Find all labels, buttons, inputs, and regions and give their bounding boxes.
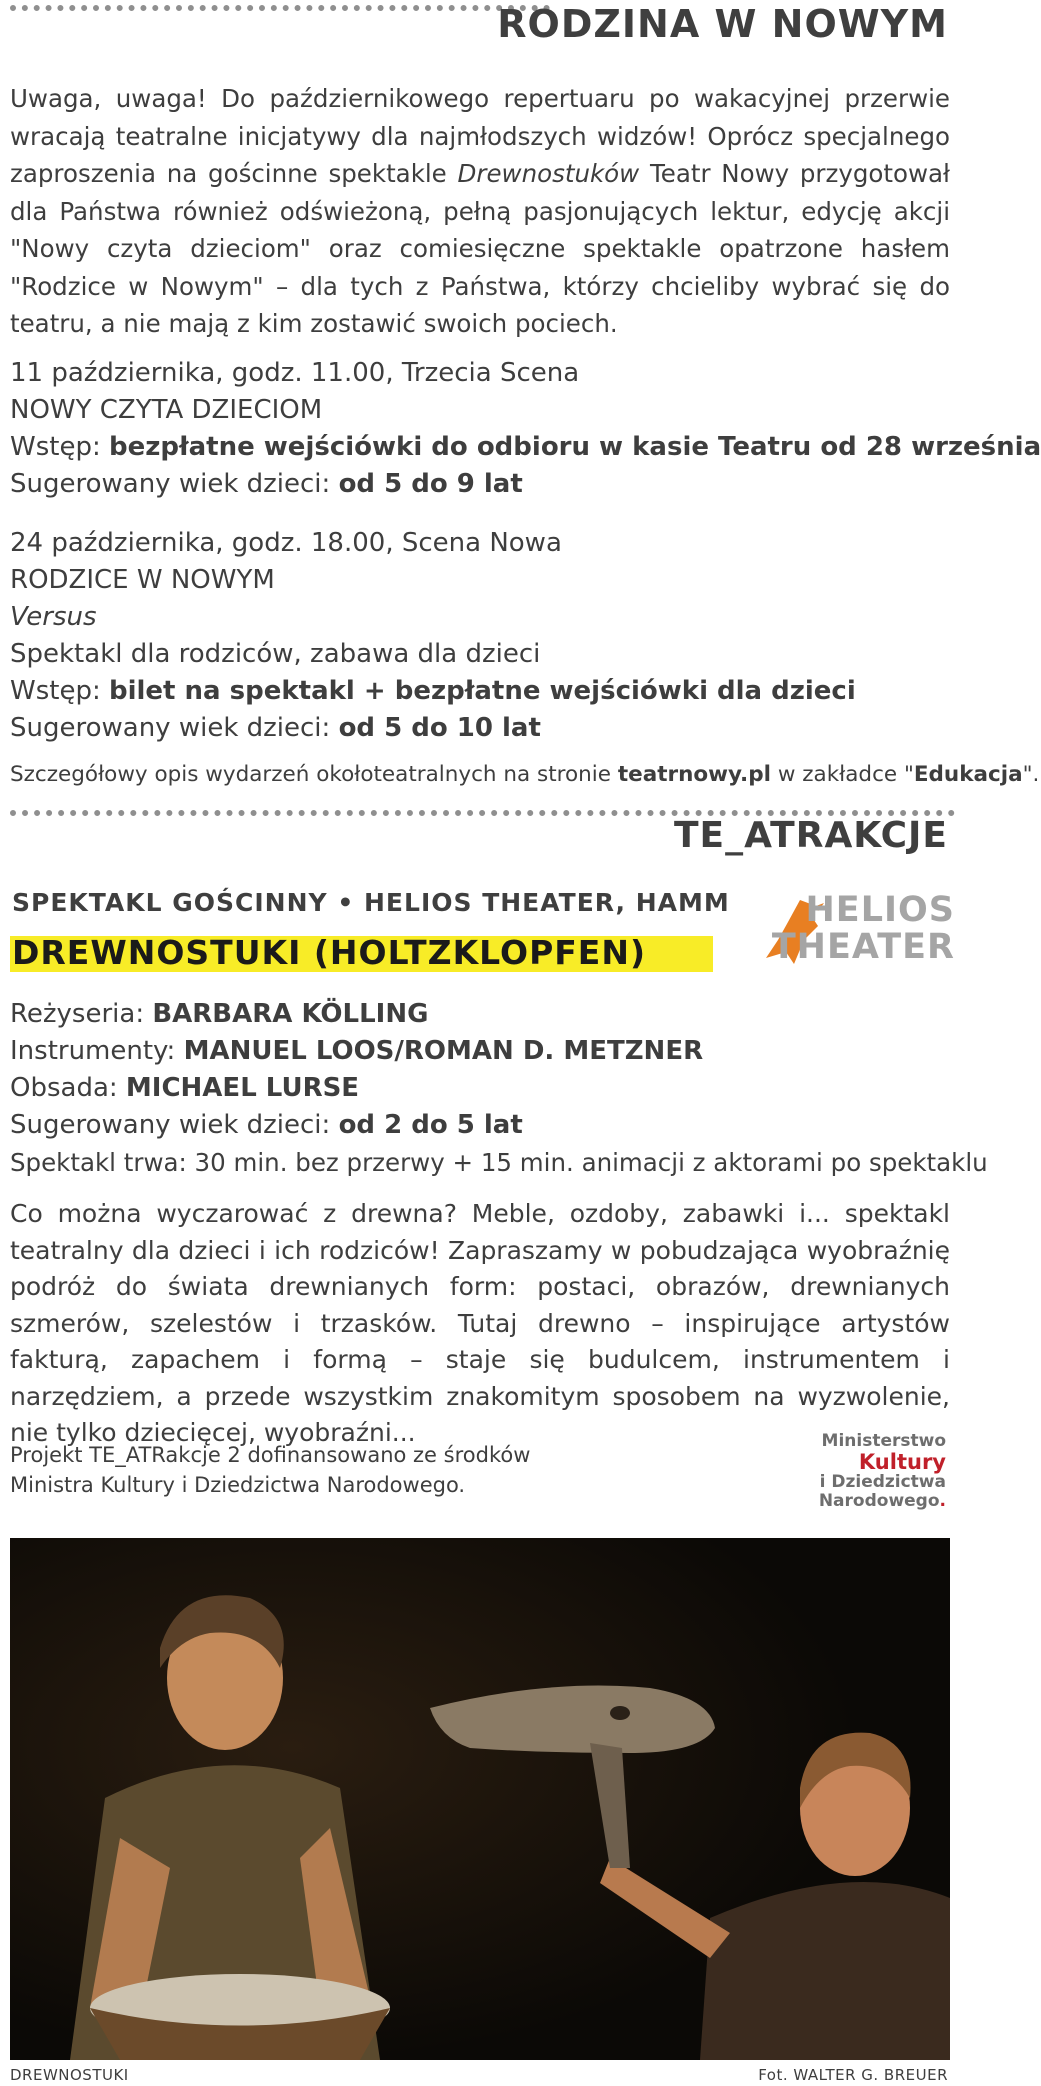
event-age	[10, 466, 950, 503]
ministry-line-1: Ministerstwo	[821, 1431, 946, 1451]
photo-credit: Fot. WALTER G. BREUER	[758, 2066, 948, 2084]
event-age	[10, 710, 950, 747]
credit-value: BARBARA KÖLLING	[152, 999, 429, 1029]
entry-label: Wstęp:	[10, 676, 109, 706]
intro-text-1: Uwaga, uwaga! Do październikowego repertuaru po wakacyjnej przerwie wracają teatralne inicjatywy dla najmłodszych widzów! Oprócz specjalnego zaproszenia na gościnne spektakle	[10, 84, 950, 188]
credit-label: Instrumenty:	[10, 1036, 184, 1066]
details-text-2: w zakładce "	[770, 762, 914, 787]
ministry-line-2: Kultury	[858, 1450, 946, 1474]
credit-label: Reżyseria:	[10, 999, 153, 1029]
funding-line-2: Ministra Kultury i Dziedzictwa Narodowego.	[10, 1473, 466, 1497]
guest-show-tagline: SPEKTAKL GOŚCINNY • HELIOS THEATER, HAMM	[12, 888, 730, 917]
credit-value: od 2 do 5 lat	[338, 1110, 523, 1140]
section-divider	[10, 5, 550, 11]
intro-paragraph	[10, 80, 950, 343]
credit-value: MANUEL LOOS/ROMAN D. METZNER	[183, 1036, 704, 1066]
performers-illustration	[10, 1538, 950, 2060]
show-duration: Spektakl trwa: 30 min. bez przerwy + 15 min. animacji z aktorami po spektaklu	[10, 1148, 988, 1177]
intro-italic: Drewnostuków	[457, 159, 640, 188]
age-value: od 5 do 10 lat	[338, 713, 541, 743]
credit-instruments	[10, 1033, 950, 1070]
event-entry	[10, 673, 950, 710]
credit-director	[10, 996, 950, 1033]
details-text-3: ".	[1022, 762, 1040, 787]
event-nowy-czyta	[10, 355, 1041, 503]
credit-age	[10, 1107, 950, 1144]
intro-text-2: Teatr Nowy przygotował dla Państwa również odświeżoną, pełną pasjonujących lektur, edycję akcji "Nowy czyta dzieciom" oraz comiesięczne spektakle opatrzone hasłem "Rodzice w Nowym" – dla tych z Państwa, którzy chcieliby wybrać się do teatru, a nie mają z kim zostawić swoich pociech.	[10, 159, 951, 338]
event-description: Spektakl dla rodziców, zabawa dla dzieci	[10, 639, 541, 669]
age-label: Sugerowany wiek dzieci:	[10, 713, 339, 743]
ministry-logo	[766, 1432, 946, 1511]
funding-note	[10, 1440, 570, 1500]
helios-theater-logo	[760, 890, 955, 972]
details-note	[10, 760, 1040, 790]
event-date: 24 października, godz. 18.00, Scena Nowa	[10, 528, 562, 558]
credit-cast	[10, 1070, 950, 1107]
age-value: od 5 do 9 lat	[338, 469, 523, 499]
entry-label: Wstęp:	[10, 432, 109, 462]
age-label: Sugerowany wiek dzieci:	[10, 469, 339, 499]
event-rodzice-w-nowym	[10, 525, 950, 747]
funding-line-1: Projekt TE_ATRakcje 2 dofinansowano ze środków	[10, 1443, 531, 1467]
section-heading-atrakcje: TE_ATRAKCJE	[673, 815, 948, 856]
website-link[interactable]: teatrnowy.pl	[617, 762, 771, 787]
event-date: 11 października, godz. 11.00, Trzecia Scena	[10, 358, 580, 388]
details-text-1: Szczegółowy opis wydarzeń okołoteatralnych na stronie	[10, 762, 618, 787]
show-photo	[10, 1538, 950, 2060]
show-title: DREWNOSTUKI (HOLTZKLOPFEN)	[12, 933, 647, 972]
event-name: RODZICE W NOWYM	[10, 565, 275, 595]
show-description: Co można wyczarować z drewna? Meble, ozdoby, zabawki i... spektakl teatralny dla dzieci i ich rodziców! Zapraszamy w pobudzająca wyobraźnię podróż do świata drewnianych form: postaci, obrazów, drewnianych szmerów, szelestów i trzasków. Tutaj drewno – inspirujące artystów fakturą, zapachem i formą – staje się budulcem, instrumentem i narzędziem, a przede wszystkim znakomitym sposobem na wyzwolenie, nie tylko dziecięcej, wyobraźni...	[10, 1199, 950, 1447]
ministry-mark: .	[939, 1491, 946, 1511]
section-heading-rodzina: RODZINA W NOWYM	[497, 2, 948, 46]
entry-value: bilet na spektakl + bezpłatne wejściówki dla dzieci	[108, 676, 856, 706]
helios-logo-text	[772, 892, 955, 966]
photo-caption-title: DREWNOSTUKI	[10, 2066, 129, 2084]
ministry-line-3: i Dziedzictwa	[819, 1472, 946, 1492]
logo-line-theater: THEATER	[771, 927, 955, 967]
credit-label: Obsada:	[10, 1073, 126, 1103]
credits-list	[10, 996, 988, 1181]
entry-value: bezpłatne wejściówki do odbioru w kasie Teatru od 28 września	[108, 432, 1041, 462]
ministry-line-4	[766, 1492, 946, 1511]
logo-line-helios: HELIOS	[805, 890, 955, 930]
credit-value: MICHAEL LURSE	[125, 1073, 360, 1103]
credit-label: Sugerowany wiek dzieci:	[10, 1110, 339, 1140]
event-name: NOWY CZYTA DZIECIOM	[10, 395, 323, 425]
education-tab-name: Edukacja	[913, 762, 1023, 787]
ministry-line-4-text: Narodowego	[818, 1491, 940, 1511]
event-play-title: Versus	[10, 602, 97, 632]
event-entry	[10, 429, 1041, 466]
